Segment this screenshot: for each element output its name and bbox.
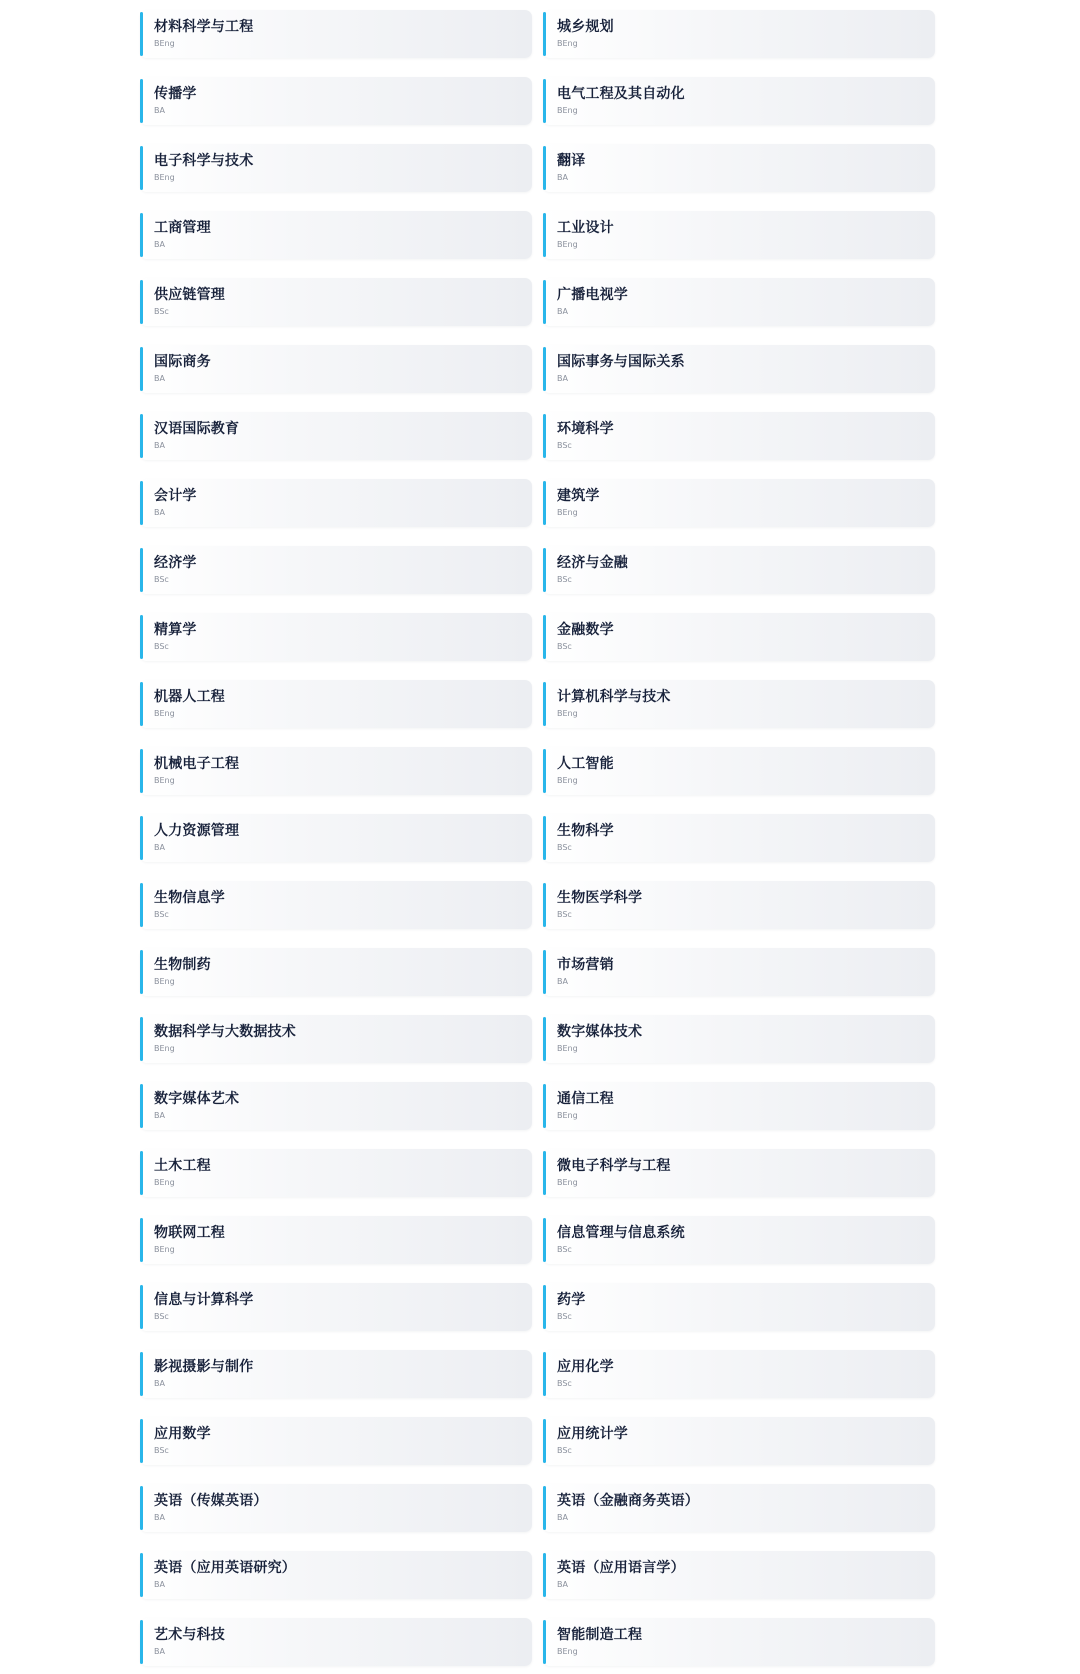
program-card[interactable] bbox=[543, 814, 935, 862]
degree-label: BSc bbox=[557, 1379, 572, 1388]
program-name: 电气工程及其自动化 bbox=[557, 86, 685, 102]
program-name: 经济学 bbox=[154, 555, 197, 571]
program-name: 工商管理 bbox=[154, 220, 211, 236]
card-accent-bar bbox=[140, 1218, 143, 1262]
degree-label: BEng bbox=[557, 240, 578, 249]
card-accent-bar bbox=[140, 749, 143, 793]
card-accent-bar bbox=[543, 548, 546, 592]
card-accent-bar bbox=[140, 615, 143, 659]
program-name: 建筑学 bbox=[557, 488, 600, 504]
degree-label: BA bbox=[154, 374, 165, 383]
card-accent-bar bbox=[543, 682, 546, 726]
card-accent-bar bbox=[140, 414, 143, 458]
card-accent-bar bbox=[140, 481, 143, 525]
degree-label: BSc bbox=[557, 1312, 572, 1321]
program-card[interactable] bbox=[543, 278, 935, 326]
card-accent-bar bbox=[140, 146, 143, 190]
program-name: 经济与金融 bbox=[557, 555, 628, 571]
degree-label: BEng bbox=[557, 1111, 578, 1120]
degree-label: BEng bbox=[557, 1044, 578, 1053]
program-name: 信息管理与信息系统 bbox=[557, 1225, 685, 1241]
card-accent-bar bbox=[543, 950, 546, 994]
program-name: 人工智能 bbox=[557, 756, 614, 772]
program-name: 工业设计 bbox=[557, 220, 614, 236]
program-card[interactable] bbox=[140, 1350, 532, 1398]
program-card[interactable] bbox=[140, 546, 532, 594]
program-card[interactable] bbox=[140, 814, 532, 862]
program-card[interactable] bbox=[140, 1283, 532, 1331]
card-accent-bar bbox=[140, 1151, 143, 1195]
degree-label: BA bbox=[154, 1580, 165, 1589]
degree-label: BA bbox=[154, 508, 165, 517]
card-accent-bar bbox=[543, 146, 546, 190]
card-accent-bar bbox=[543, 1486, 546, 1530]
program-name: 环境科学 bbox=[557, 421, 614, 437]
degree-label: BEng bbox=[557, 508, 578, 517]
card-accent-bar bbox=[140, 79, 143, 123]
program-name: 应用统计学 bbox=[557, 1426, 628, 1442]
degree-label: BEng bbox=[557, 1647, 578, 1656]
degree-label: BSc bbox=[557, 843, 572, 852]
card-accent-bar bbox=[140, 1084, 143, 1128]
degree-label: BA bbox=[154, 106, 165, 115]
card-accent-bar bbox=[543, 883, 546, 927]
program-card[interactable] bbox=[543, 1216, 935, 1264]
degree-label: BSc bbox=[154, 307, 169, 316]
card-accent-bar bbox=[543, 749, 546, 793]
program-card[interactable] bbox=[543, 1484, 935, 1532]
program-name: 影视摄影与制作 bbox=[154, 1359, 254, 1375]
card-accent-bar bbox=[543, 347, 546, 391]
card-accent-bar bbox=[140, 548, 143, 592]
card-accent-bar bbox=[140, 883, 143, 927]
program-card[interactable] bbox=[543, 1082, 935, 1130]
program-card[interactable] bbox=[140, 345, 532, 393]
card-accent-bar bbox=[543, 1285, 546, 1329]
program-name: 金融数学 bbox=[557, 622, 614, 638]
degree-label: BA bbox=[557, 173, 568, 182]
program-card[interactable] bbox=[543, 747, 935, 795]
program-name: 英语（应用语言学） bbox=[557, 1560, 685, 1576]
degree-label: BA bbox=[154, 240, 165, 249]
program-name: 英语（金融商务英语） bbox=[557, 1493, 699, 1509]
degree-label: BSc bbox=[557, 575, 572, 584]
degree-label: BEng bbox=[154, 173, 175, 182]
program-name: 土木工程 bbox=[154, 1158, 211, 1174]
program-name: 数字媒体技术 bbox=[557, 1024, 643, 1040]
program-card[interactable] bbox=[140, 881, 532, 929]
card-accent-bar bbox=[140, 1553, 143, 1597]
degree-label: BA bbox=[557, 374, 568, 383]
degree-label: BSc bbox=[557, 910, 572, 919]
program-name: 翻译 bbox=[557, 153, 586, 169]
program-name: 市场营销 bbox=[557, 957, 614, 973]
program-name: 药学 bbox=[557, 1292, 586, 1308]
card-accent-bar bbox=[140, 12, 143, 56]
program-card[interactable] bbox=[543, 613, 935, 661]
degree-label: BEng bbox=[154, 1044, 175, 1053]
program-card[interactable] bbox=[543, 1618, 935, 1666]
program-card[interactable] bbox=[140, 1618, 532, 1666]
program-grid bbox=[140, 10, 935, 1666]
degree-label: BA bbox=[557, 1580, 568, 1589]
degree-label: BEng bbox=[557, 106, 578, 115]
program-name: 城乡规划 bbox=[557, 19, 614, 35]
degree-label: BSc bbox=[557, 441, 572, 450]
degree-label: BSc bbox=[154, 1446, 169, 1455]
program-card[interactable] bbox=[140, 1216, 532, 1264]
degree-label: BA bbox=[557, 1513, 568, 1522]
program-name: 信息与计算科学 bbox=[154, 1292, 254, 1308]
program-name: 微电子科学与工程 bbox=[557, 1158, 671, 1174]
program-card[interactable] bbox=[543, 345, 935, 393]
card-accent-bar bbox=[140, 1352, 143, 1396]
program-card[interactable] bbox=[543, 10, 935, 58]
degree-label: BEng bbox=[154, 1178, 175, 1187]
card-accent-bar bbox=[140, 682, 143, 726]
program-name: 机器人工程 bbox=[154, 689, 225, 705]
program-name: 应用数学 bbox=[154, 1426, 211, 1442]
program-card[interactable] bbox=[543, 1149, 935, 1197]
program-name: 国际商务 bbox=[154, 354, 211, 370]
program-name: 应用化学 bbox=[557, 1359, 614, 1375]
program-name: 生物医学科学 bbox=[557, 890, 643, 906]
card-accent-bar bbox=[140, 347, 143, 391]
card-accent-bar bbox=[140, 950, 143, 994]
degree-label: BEng bbox=[557, 1178, 578, 1187]
degree-label: BA bbox=[154, 1111, 165, 1120]
card-accent-bar bbox=[543, 1084, 546, 1128]
degree-label: BA bbox=[154, 1647, 165, 1656]
degree-label: BA bbox=[154, 441, 165, 450]
degree-label: BSc bbox=[557, 1446, 572, 1455]
card-accent-bar bbox=[543, 1218, 546, 1262]
card-accent-bar bbox=[543, 615, 546, 659]
program-card[interactable] bbox=[140, 278, 532, 326]
degree-label: BA bbox=[154, 1513, 165, 1522]
program-card[interactable] bbox=[543, 881, 935, 929]
card-accent-bar bbox=[543, 1620, 546, 1664]
card-accent-bar bbox=[543, 1553, 546, 1597]
program-card[interactable] bbox=[140, 479, 532, 527]
program-name: 智能制造工程 bbox=[557, 1627, 643, 1643]
program-card[interactable] bbox=[140, 1015, 532, 1063]
program-card[interactable] bbox=[543, 211, 935, 259]
card-accent-bar bbox=[140, 1486, 143, 1530]
program-name: 精算学 bbox=[154, 622, 197, 638]
degree-label: BEng bbox=[154, 977, 175, 986]
program-name: 会计学 bbox=[154, 488, 197, 504]
program-name: 生物制药 bbox=[154, 957, 211, 973]
program-name: 材料科学与工程 bbox=[154, 19, 254, 35]
card-accent-bar bbox=[543, 414, 546, 458]
card-accent-bar bbox=[543, 12, 546, 56]
card-accent-bar bbox=[543, 1352, 546, 1396]
program-card[interactable] bbox=[140, 412, 532, 460]
program-card[interactable] bbox=[140, 613, 532, 661]
degree-label: BSc bbox=[154, 1312, 169, 1321]
degree-label: BSc bbox=[154, 642, 169, 651]
program-card[interactable] bbox=[543, 1417, 935, 1465]
program-name: 人力资源管理 bbox=[154, 823, 240, 839]
program-card[interactable] bbox=[140, 948, 532, 996]
program-card[interactable] bbox=[543, 680, 935, 728]
program-card[interactable] bbox=[543, 412, 935, 460]
card-accent-bar bbox=[543, 816, 546, 860]
program-name: 通信工程 bbox=[557, 1091, 614, 1107]
degree-label: BA bbox=[557, 977, 568, 986]
program-card[interactable] bbox=[543, 1551, 935, 1599]
program-name: 英语（传媒英语） bbox=[154, 1493, 268, 1509]
program-card[interactable] bbox=[140, 10, 532, 58]
program-name: 传播学 bbox=[154, 86, 197, 102]
program-name: 国际事务与国际关系 bbox=[557, 354, 685, 370]
program-name: 生物信息学 bbox=[154, 890, 225, 906]
degree-label: BSc bbox=[154, 575, 169, 584]
degree-label: BEng bbox=[557, 39, 578, 48]
degree-label: BA bbox=[154, 1379, 165, 1388]
degree-label: BEng bbox=[154, 39, 175, 48]
degree-label: BSc bbox=[154, 910, 169, 919]
degree-label: BEng bbox=[154, 776, 175, 785]
program-card[interactable] bbox=[140, 747, 532, 795]
program-card[interactable] bbox=[140, 1551, 532, 1599]
program-name: 物联网工程 bbox=[154, 1225, 225, 1241]
program-card[interactable] bbox=[543, 479, 935, 527]
card-accent-bar bbox=[543, 481, 546, 525]
program-card[interactable] bbox=[140, 77, 532, 125]
card-accent-bar bbox=[543, 1151, 546, 1195]
degree-label: BEng bbox=[557, 709, 578, 718]
card-accent-bar bbox=[543, 1419, 546, 1463]
program-name: 英语（应用英语研究） bbox=[154, 1560, 296, 1576]
card-accent-bar bbox=[543, 1017, 546, 1061]
program-card[interactable] bbox=[140, 1149, 532, 1197]
program-card[interactable] bbox=[543, 546, 935, 594]
degree-label: BSc bbox=[557, 642, 572, 651]
card-accent-bar bbox=[140, 280, 143, 324]
card-accent-bar bbox=[140, 1419, 143, 1463]
program-name: 机械电子工程 bbox=[154, 756, 240, 772]
degree-label: BEng bbox=[557, 776, 578, 785]
card-accent-bar bbox=[543, 213, 546, 257]
program-card[interactable] bbox=[543, 1283, 935, 1331]
program-card[interactable] bbox=[140, 1082, 532, 1130]
card-accent-bar bbox=[140, 1620, 143, 1664]
card-accent-bar bbox=[543, 280, 546, 324]
degree-label: BSc bbox=[557, 1245, 572, 1254]
program-card[interactable] bbox=[140, 1484, 532, 1532]
program-card[interactable] bbox=[140, 680, 532, 728]
program-name: 供应链管理 bbox=[154, 287, 225, 303]
degree-label: BEng bbox=[154, 709, 175, 718]
card-accent-bar bbox=[140, 816, 143, 860]
program-card[interactable] bbox=[140, 211, 532, 259]
program-name: 计算机科学与技术 bbox=[557, 689, 671, 705]
card-accent-bar bbox=[140, 1285, 143, 1329]
program-name: 汉语国际教育 bbox=[154, 421, 240, 437]
degree-label: BEng bbox=[154, 1245, 175, 1254]
program-card[interactable] bbox=[140, 144, 532, 192]
degree-label: BA bbox=[557, 307, 568, 316]
card-accent-bar bbox=[140, 213, 143, 257]
program-name: 数据科学与大数据技术 bbox=[154, 1024, 296, 1040]
program-name: 生物科学 bbox=[557, 823, 614, 839]
program-card[interactable] bbox=[543, 144, 935, 192]
program-card[interactable] bbox=[543, 77, 935, 125]
program-card[interactable] bbox=[543, 1350, 935, 1398]
program-name: 数字媒体艺术 bbox=[154, 1091, 240, 1107]
program-name: 艺术与科技 bbox=[154, 1627, 225, 1643]
program-name: 广播电视学 bbox=[557, 287, 628, 303]
program-card[interactable] bbox=[543, 948, 935, 996]
card-accent-bar bbox=[543, 79, 546, 123]
program-card[interactable] bbox=[140, 1417, 532, 1465]
program-card[interactable] bbox=[543, 1015, 935, 1063]
program-name: 电子科学与技术 bbox=[154, 153, 254, 169]
degree-label: BA bbox=[154, 843, 165, 852]
card-accent-bar bbox=[140, 1017, 143, 1061]
